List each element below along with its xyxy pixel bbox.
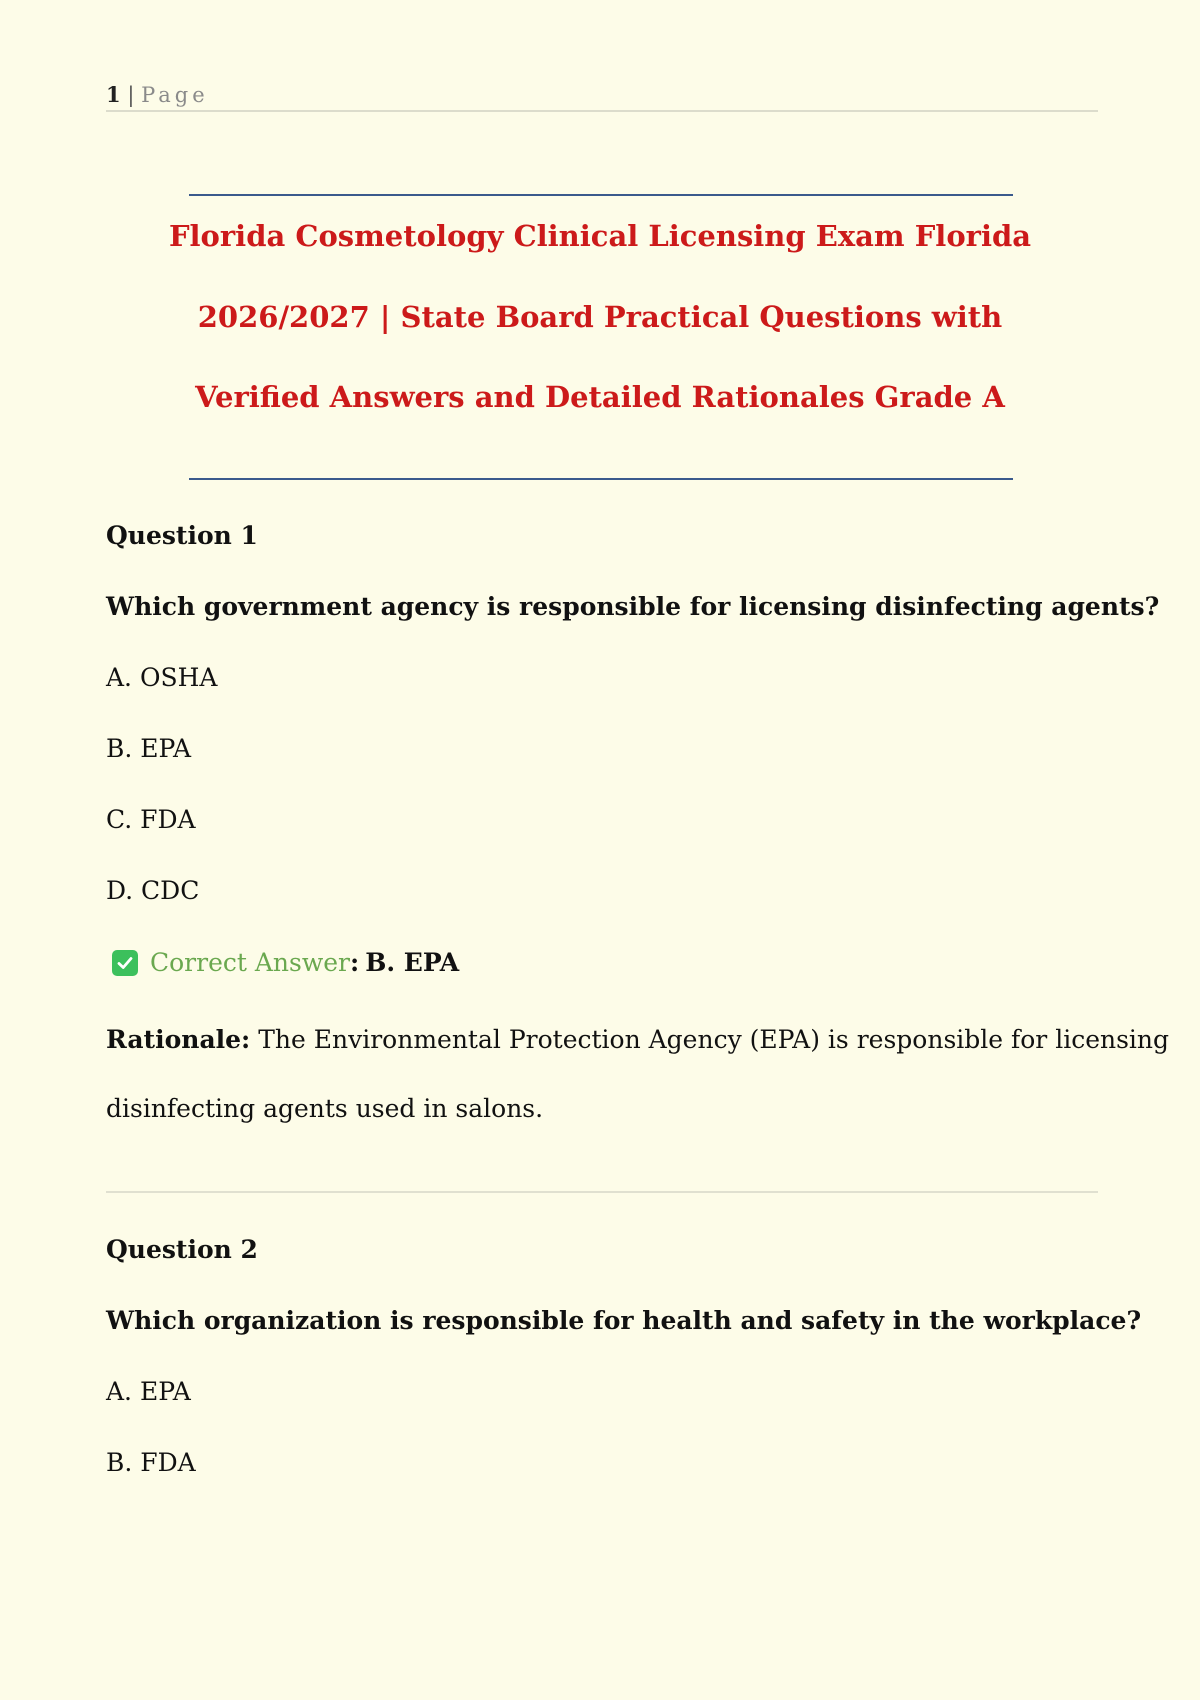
- question-divider: [106, 1191, 1098, 1193]
- correct-answer-label: Correct Answer: [150, 948, 350, 977]
- question-2-heading: Question 2: [106, 1235, 258, 1264]
- document-title-line-2: 2026/2027 | State Board Practical Questions with: [197, 300, 1003, 334]
- page-word: Page: [141, 83, 209, 107]
- question-1-rationale-line-1: [106, 1023, 1170, 1057]
- question-1-option-a: A. OSHA: [106, 663, 218, 692]
- correct-answer-value: B. EPA: [365, 948, 460, 977]
- rationale-text-1: The Environmental Protection Agency (EPA) is responsible for licensing: [258, 1025, 1170, 1054]
- question-1-heading: Question 1: [106, 521, 258, 550]
- question-1-option-d: D. CDC: [106, 876, 200, 905]
- question-1-text: Which government agency is responsible for licensing disinfecting agents?: [106, 592, 1160, 621]
- document-title-line-3: Verified Answers and Detailed Rationales Grade A: [195, 380, 1005, 414]
- question-2-option-a: A. EPA: [106, 1377, 191, 1406]
- page-number: 1: [106, 82, 121, 107]
- question-1-option-c: C. FDA: [106, 805, 196, 834]
- page-header: [106, 78, 1098, 112]
- check-mark-icon: [112, 950, 138, 976]
- question-1-correct-answer: [106, 946, 459, 980]
- question-2-option-b: B. FDA: [106, 1448, 196, 1477]
- question-1-rationale-line-2: disinfecting agents used in salons.: [106, 1094, 544, 1123]
- question-1-option-b: B. EPA: [106, 734, 192, 763]
- title-top-rule: [189, 194, 1013, 196]
- question-2-text: Which organization is responsible for health and safety in the workplace?: [106, 1306, 1142, 1335]
- rationale-label: Rationale:: [106, 1025, 251, 1054]
- title-bottom-rule: [189, 478, 1013, 480]
- page-separator: |: [127, 83, 135, 107]
- correct-answer-colon: :: [350, 948, 360, 977]
- document-title-line-1: Florida Cosmetology Clinical Licensing Exam Florida: [168, 219, 1032, 253]
